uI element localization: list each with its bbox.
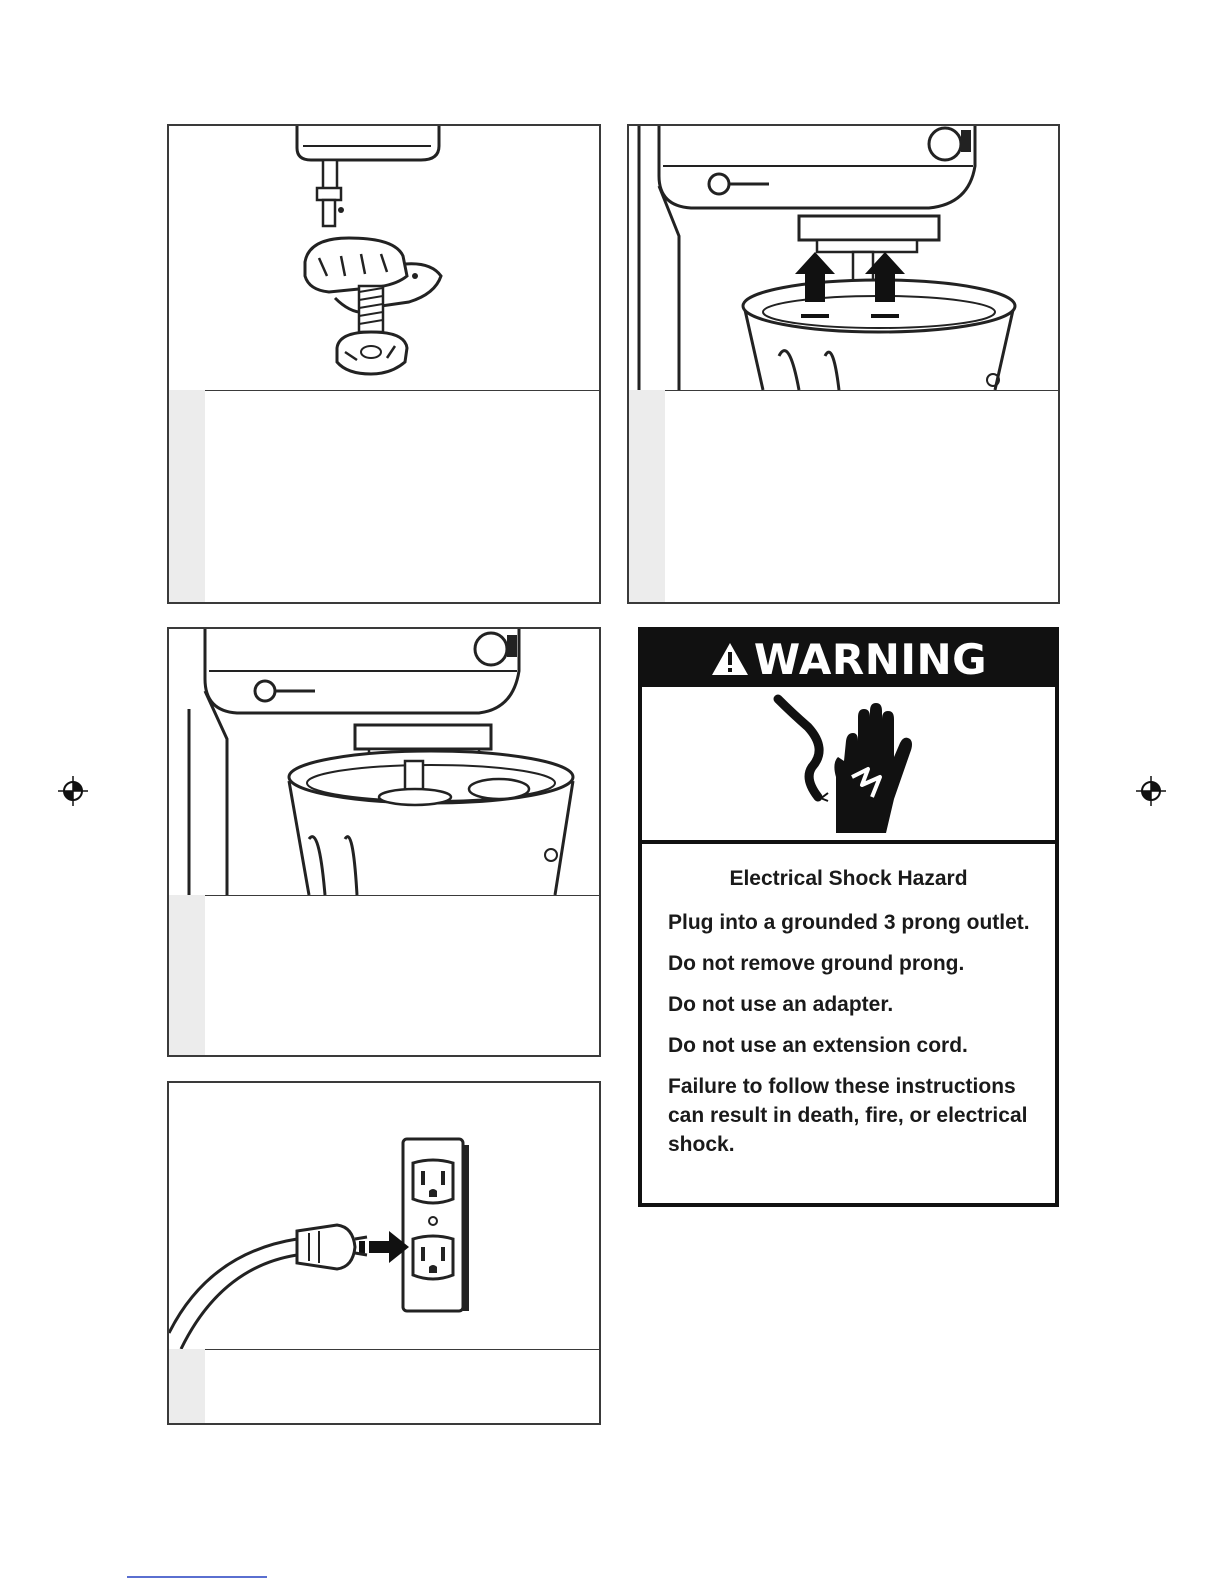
instruction-item: Do not use an adapter. bbox=[668, 993, 894, 1016]
warning-box bbox=[638, 627, 1059, 1207]
electric-shock-hand-icon bbox=[642, 687, 1055, 840]
step-panel-2 bbox=[627, 124, 1060, 604]
raise-bowl-illustration bbox=[629, 126, 1058, 391]
warning-triangle-icon bbox=[710, 641, 750, 677]
step-text-area bbox=[629, 390, 1058, 602]
warning-body bbox=[642, 844, 1055, 1203]
step-text-area bbox=[169, 1349, 599, 1423]
instruction-item: Plug into a grounded 3 prong outlet. bbox=[668, 911, 1030, 934]
beater-attachment-illustration bbox=[169, 126, 599, 391]
instruction-item: Failure to follow these instructions can result in death, fire, or electrical shock. bbox=[668, 1075, 1028, 1156]
hazard-title: Electrical Shock Hazard bbox=[729, 867, 968, 890]
warning-instructions bbox=[668, 908, 1035, 1171]
shock-hazard-pictogram bbox=[642, 687, 1055, 844]
registration-mark-left-icon bbox=[58, 776, 88, 806]
instruction-item: Do not remove ground prong. bbox=[668, 952, 965, 975]
instruction-item: Do not use an extension cord. bbox=[668, 1034, 968, 1057]
step-panel-3 bbox=[167, 627, 601, 1057]
step-text-area bbox=[169, 390, 599, 602]
warning-title: WARNING bbox=[753, 634, 988, 684]
step-panel-1 bbox=[167, 124, 601, 604]
footer-rule bbox=[127, 1576, 267, 1578]
plug-outlet-illustration bbox=[169, 1083, 599, 1350]
registration-mark-right-icon bbox=[1136, 776, 1166, 806]
step-text-area bbox=[169, 895, 599, 1055]
step-panel-4 bbox=[167, 1081, 601, 1425]
warning-header bbox=[642, 631, 1055, 687]
bowl-raised-illustration bbox=[169, 629, 599, 896]
